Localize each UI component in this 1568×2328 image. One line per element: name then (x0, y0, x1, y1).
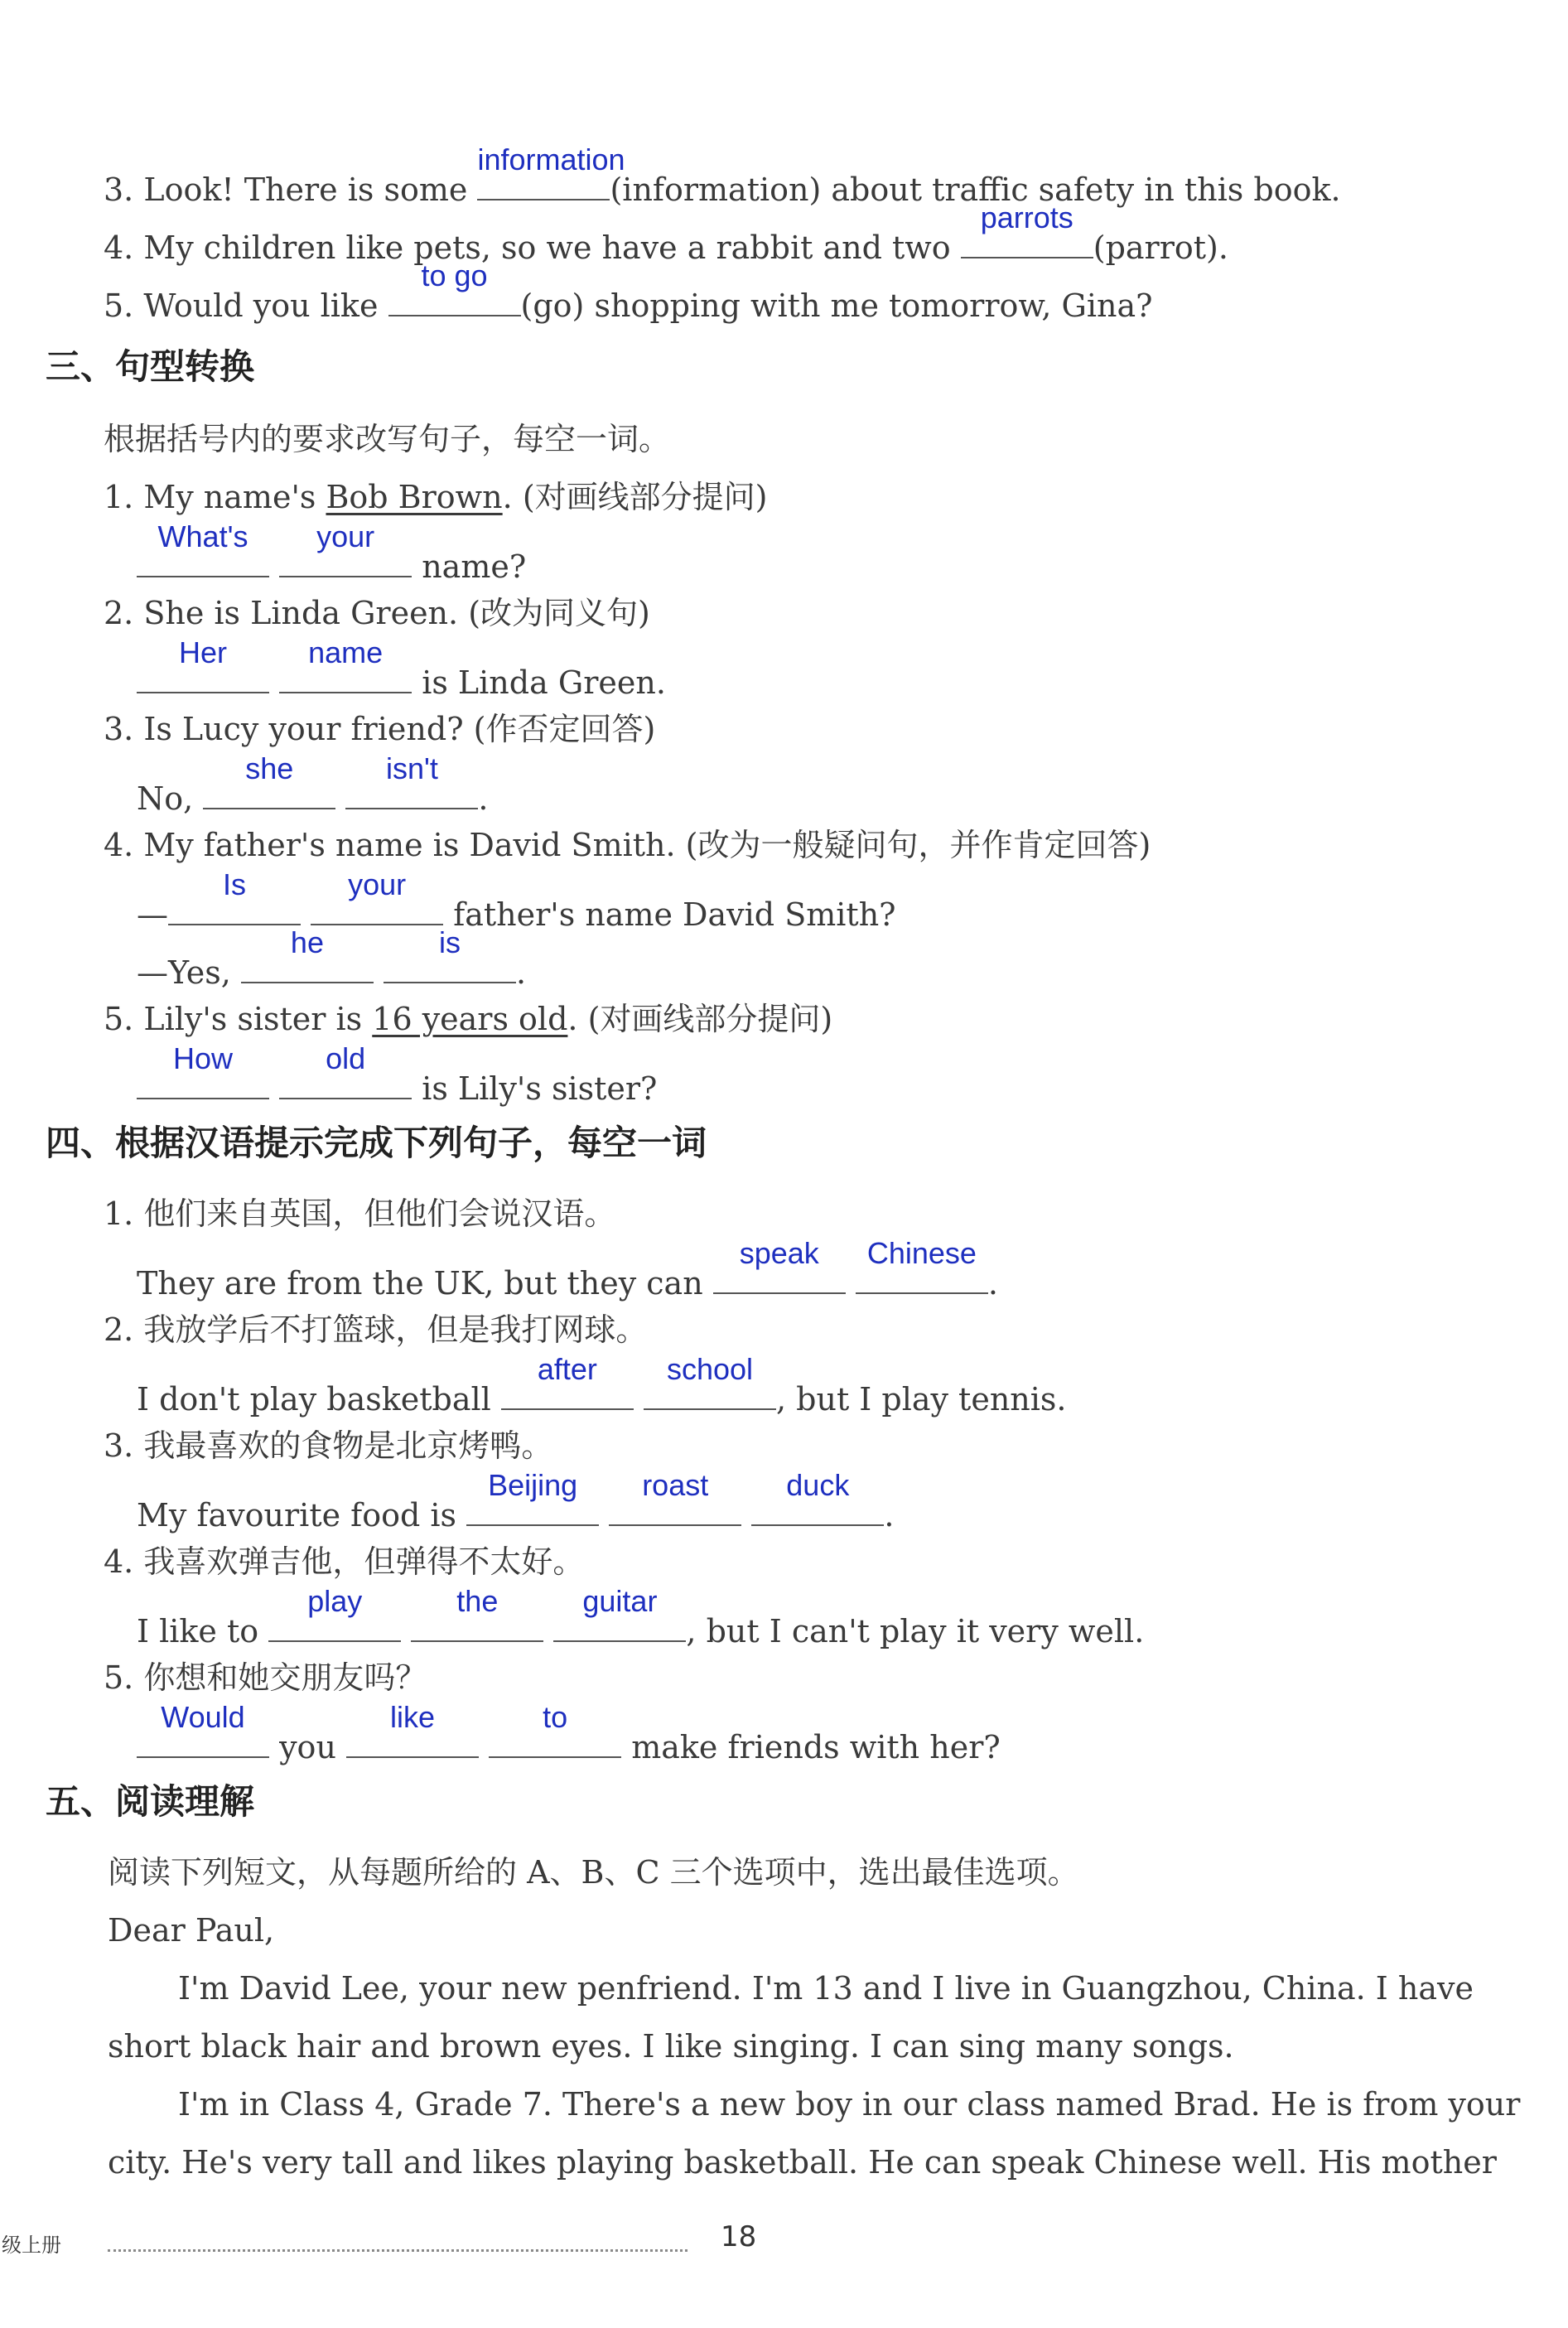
question-text: 1. My name's (104, 479, 326, 515)
answer-text: the (456, 1584, 499, 1618)
answer-text: after (537, 1352, 597, 1386)
footer-divider (108, 2249, 688, 2252)
answer-text: to (543, 1700, 568, 1734)
question-text: 5. Lily's sister is (104, 1001, 373, 1037)
question-text: I like to (137, 1613, 259, 1649)
question-3-4: 4. My father's name is David Smith. (改为一般疑问句，并作肯定回答) (104, 827, 1151, 863)
answer-blank[interactable] (345, 751, 478, 809)
question-2-5 (104, 258, 1153, 326)
question-text: . (987, 1265, 998, 1302)
question-text: is Linda Green. (422, 664, 666, 701)
answer-blank[interactable] (268, 1584, 401, 1642)
section-5-title: 五、阅读理解 (46, 1781, 255, 1822)
section-4-title: 四、根据汉语提示完成下列句子，每空一词 (46, 1123, 707, 1163)
answer-text: Beijing (488, 1468, 578, 1502)
answer-text: is (439, 925, 461, 959)
question-text: , but I can't play it very well. (686, 1613, 1145, 1649)
answer-text: isn't (385, 751, 438, 785)
page-number: 18 (721, 2220, 757, 2253)
answer-text: like (390, 1700, 436, 1734)
question-4-2-cn: 2. 我放学后不打篮球，但是我打网球。 (104, 1311, 648, 1348)
section-3-title: 三、句型转换 (46, 346, 255, 387)
question-3-1 (104, 476, 767, 518)
answer-blank[interactable] (203, 751, 335, 809)
answer-blank[interactable] (477, 142, 625, 200)
question-text: . (478, 780, 489, 817)
question-text: My favourite food is (137, 1497, 457, 1533)
answer-text: Would (161, 1700, 245, 1734)
question-text: . (516, 954, 527, 991)
question-text: you (279, 1729, 336, 1765)
answer-text: he (290, 925, 324, 959)
question-4-5 (137, 1700, 1001, 1768)
answer-line-3-4b (137, 925, 527, 993)
passage-line: city. He's very tall and likes playing basketball. He can speak Chinese well. His mother (108, 2144, 1497, 2181)
answer-text: Her (178, 635, 227, 669)
question-2-3 (104, 142, 1341, 210)
answer-blank[interactable] (388, 258, 521, 316)
question-2-4 (104, 200, 1228, 268)
question-3-3: 3. Is Lucy your friend? (作否定回答) (104, 711, 656, 747)
question-text: (parrot). (1093, 229, 1228, 266)
underlined-text: 16 years old (372, 1001, 568, 1037)
question-4-1-cn: 1. 他们来自英国，但他们会说汉语。 (104, 1195, 616, 1232)
answer-blank[interactable] (489, 1700, 621, 1758)
answer-text: guitar (582, 1584, 658, 1618)
answer-blank[interactable] (466, 1468, 599, 1526)
answer-blank[interactable] (856, 1236, 988, 1294)
answer-line-3-3 (137, 751, 489, 819)
answer-blank[interactable] (346, 1700, 479, 1758)
answer-blank[interactable] (279, 1041, 412, 1099)
question-3-2: 2. She is Linda Green. (改为同义句) (104, 595, 650, 631)
passage-line: I'm in Class 4, Grade 7. There's a new boy in our class named Brad. He is from your (178, 2086, 1521, 2123)
answer-text: How (172, 1041, 234, 1075)
passage-line: short black hair and brown eyes. I like singing. I can sing many songs. (108, 2028, 1234, 2065)
question-text: (information) about traffic safety in this book. (610, 171, 1341, 208)
question-4-1 (137, 1236, 998, 1304)
question-4-5-cn: 5. 你想和她交朋友吗？ (104, 1659, 427, 1696)
answer-text: your (316, 519, 375, 553)
answer-blank[interactable] (168, 867, 301, 925)
answer-text: roast (642, 1468, 709, 1502)
answer-text: name (308, 635, 384, 669)
answer-text: to go (421, 258, 488, 292)
section-3-instruction: 根据括号内的要求改写句子，每空一词。 (104, 421, 671, 457)
question-text: . (对画线部分提问) (502, 479, 768, 515)
answer-text: old (326, 1041, 366, 1075)
answer-blank[interactable] (241, 925, 374, 983)
answer-text: Is (222, 867, 246, 901)
answer-blank[interactable] (137, 635, 269, 693)
underlined-text: Bob Brown (326, 479, 503, 515)
question-text: . (对画线部分提问) (567, 1001, 833, 1037)
answer-line-3-2 (137, 635, 666, 703)
question-text: —Yes, (137, 954, 231, 991)
question-text: 4. My children like pets, so we have a rabbit and two (104, 229, 961, 266)
answer-blank[interactable] (553, 1584, 686, 1642)
question-text: , but I play tennis. (775, 1381, 1067, 1418)
question-text: . (884, 1497, 895, 1533)
answer-text: What's (157, 519, 248, 553)
footer-book-label: 级上册 (2, 2234, 61, 2257)
answer-blank[interactable] (137, 1041, 269, 1099)
answer-text: duck (786, 1468, 850, 1502)
answer-text: play (307, 1584, 363, 1618)
answer-blank[interactable] (311, 867, 443, 925)
answer-blank[interactable] (137, 519, 269, 577)
answer-text: parrots (980, 200, 1073, 234)
answer-text: Chinese (866, 1236, 977, 1270)
answer-blank[interactable] (644, 1352, 776, 1410)
answer-blank[interactable] (751, 1468, 884, 1526)
answer-blank[interactable] (137, 1700, 269, 1758)
passage-line: I'm David Lee, your new penfriend. I'm 13 and I live in Guangzhou, China. I have (178, 1970, 1474, 2007)
question-text: No, (137, 780, 194, 817)
section-5-instruction: 阅读下列短文，从每题所给的 A、B、C 三个选项中，选出最佳选项。 (108, 1854, 1079, 1891)
answer-blank[interactable] (384, 925, 516, 983)
question-3-5 (104, 998, 832, 1040)
answer-blank[interactable] (501, 1352, 634, 1410)
question-text: They are from the UK, but they can (137, 1265, 703, 1302)
dash: — (137, 896, 168, 933)
answer-line-3-1 (137, 519, 527, 587)
answer-blank[interactable] (609, 1468, 741, 1526)
answer-text: speak (739, 1236, 819, 1270)
answer-text: information (477, 142, 625, 176)
answer-text: she (245, 751, 294, 785)
question-text: father's name David Smith? (453, 896, 896, 933)
question-text: (go) shopping with me tomorrow, Gina? (520, 287, 1153, 324)
question-4-4 (137, 1584, 1145, 1652)
question-4-4-cn: 4. 我喜欢弹吉他，但弹得不太好。 (104, 1543, 585, 1580)
question-4-3 (137, 1468, 895, 1536)
question-4-3-cn: 3. 我最喜欢的食物是北京烤鸭。 (104, 1427, 553, 1464)
question-text: I don't play basketball (137, 1381, 491, 1418)
question-text: make friends with her? (631, 1729, 1001, 1765)
question-text: name? (422, 548, 527, 585)
answer-blank[interactable] (411, 1584, 543, 1642)
answer-text: your (348, 867, 407, 901)
question-4-2 (137, 1352, 1067, 1420)
answer-text: school (666, 1352, 754, 1386)
answer-blank[interactable] (713, 1236, 846, 1294)
letter-greeting: Dear Paul, (108, 1912, 275, 1949)
answer-line-3-5 (137, 1041, 658, 1109)
answer-blank[interactable] (279, 519, 412, 577)
answer-blank[interactable] (279, 635, 412, 693)
answer-blank[interactable] (961, 200, 1093, 258)
question-text: 5. Would you like (104, 287, 388, 324)
question-text: is Lily's sister? (422, 1070, 658, 1107)
question-text: 3. Look! There is some (104, 171, 478, 208)
